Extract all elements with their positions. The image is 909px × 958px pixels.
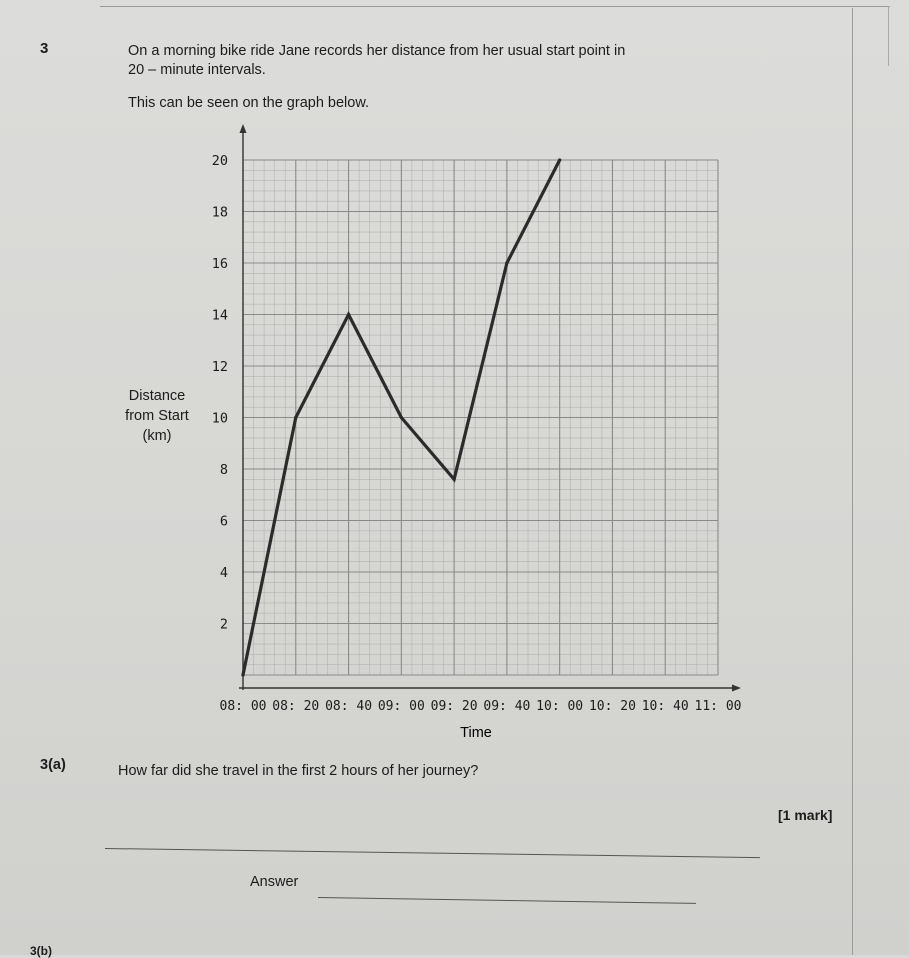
x-tick-label: 08: 40: [325, 699, 373, 714]
subquestion-label: 3(a): [40, 757, 66, 773]
major-grid: [243, 160, 718, 675]
x-tick-label: 08: 00: [219, 699, 267, 714]
question-intro-line-3: This can be seen on the graph below.: [128, 95, 370, 111]
x-tick-labels: [220, 699, 742, 714]
y-tick-labels: [212, 153, 228, 633]
x-tick-label: 10: 00: [536, 699, 584, 714]
answer-label: Answer: [250, 874, 299, 890]
question-intro-line-1: On a morning bike ride Jane records her distance from her usual start point in: [128, 43, 626, 59]
y-axis-label-line-2: from Start: [125, 408, 189, 424]
x-tick-label: 10: 20: [588, 699, 636, 714]
x-tick-label: 08: 20: [272, 699, 320, 714]
y-axis-label-line-3: (km): [142, 428, 172, 444]
y-tick-label: 8: [219, 462, 228, 478]
data-point: [453, 478, 456, 481]
subquestion-text: How far did she travel in the first 2 hours of her journey?: [118, 763, 479, 779]
x-tick-label: 11: 00: [694, 699, 742, 714]
question-number: 3: [40, 40, 49, 57]
question-intro-line-2: 20 – minute intervals.: [128, 62, 266, 78]
x-axis-arrow: [732, 685, 741, 692]
y-tick-label: 20: [211, 153, 228, 169]
y-tick-label: 12: [211, 359, 228, 375]
x-tick-label: 09: 40: [483, 699, 531, 714]
y-tick-label: 14: [211, 307, 228, 324]
x-axis-label: Time: [460, 725, 492, 741]
data-point: [400, 416, 403, 419]
data-point: [294, 416, 297, 419]
data-point: [241, 673, 244, 676]
data-point: [505, 261, 508, 264]
y-tick-label: 6: [219, 513, 228, 530]
y-tick-label: 18: [211, 204, 228, 221]
mark-allocation: [1 mark]: [778, 807, 833, 823]
y-tick-label: 16: [211, 256, 228, 272]
y-axis-arrow: [240, 124, 247, 133]
data-point: [347, 313, 350, 316]
y-tick-label: 2: [219, 616, 228, 633]
x-tick-label: 09: 20: [430, 699, 478, 714]
next-subquestion-label: 3(b): [30, 944, 52, 958]
x-tick-label: 10: 40: [641, 699, 689, 714]
data-point: [558, 158, 561, 161]
y-tick-label: 4: [219, 565, 228, 581]
y-axis-label-line-1: Distance: [128, 388, 186, 404]
x-tick-label: 09: 00: [377, 699, 425, 714]
y-tick-label: 10: [211, 410, 228, 427]
